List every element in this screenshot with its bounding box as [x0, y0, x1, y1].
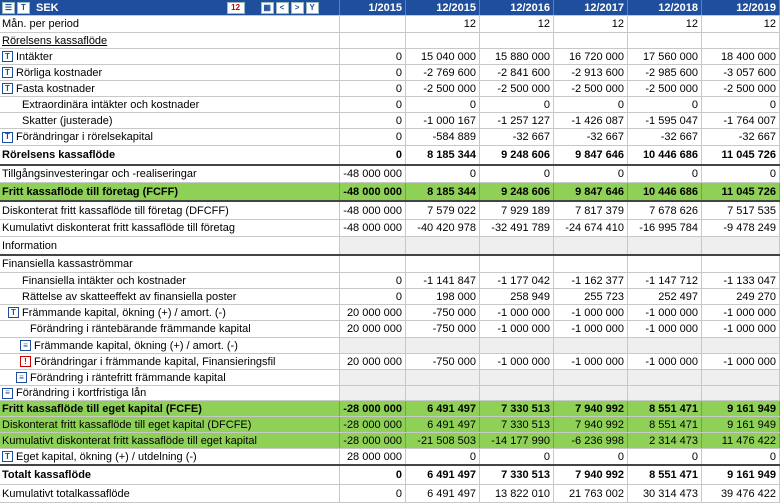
value-cell[interactable]: -2 913 600	[554, 65, 628, 80]
value-cell[interactable]: 0	[480, 97, 554, 112]
empty-cell	[628, 338, 702, 353]
value-cell[interactable]: 0	[340, 97, 406, 112]
section-heading: Finansiella kassaströmmar	[0, 256, 340, 272]
next-period-icon[interactable]: >	[291, 2, 304, 14]
value-cell[interactable]: 7 940 992	[554, 466, 628, 484]
value-cell[interactable]: -750 000	[406, 354, 480, 369]
value-cell[interactable]: 39 476 422	[702, 485, 780, 502]
empty-cell	[628, 370, 702, 385]
empty-cell	[628, 256, 702, 272]
row-label: Främmande kapital, ökning (+) / amort. (-)	[34, 339, 238, 352]
list-icon[interactable]: ≡	[16, 372, 27, 383]
grid-icon[interactable]: ▦	[261, 2, 274, 14]
row-label-cell	[0, 338, 340, 353]
empty-cell	[406, 33, 480, 48]
value-cell[interactable]: 20 000 000	[340, 321, 406, 337]
value-cell[interactable]: 16 720 000	[554, 49, 628, 64]
row-label: Förändring i kortfristiga lån	[16, 387, 147, 399]
value-cell[interactable]: -24 674 410	[554, 220, 628, 236]
header-label-cell	[0, 0, 340, 15]
value-cell[interactable]: 0	[340, 485, 406, 502]
empty-cell	[702, 338, 780, 353]
expand-icon[interactable]: T	[17, 2, 30, 14]
value-cell[interactable]: 12	[628, 16, 702, 32]
value-cell[interactable]: -9 478 249	[702, 220, 780, 236]
row-label-cell	[0, 129, 340, 145]
calendar-icon[interactable]: 12	[227, 2, 245, 14]
value-cell[interactable]: 6 491 497	[406, 401, 480, 416]
value-cell[interactable]: 28 000 000	[340, 449, 406, 464]
value-cell[interactable]: 8 551 471	[628, 417, 702, 432]
value-cell[interactable]: 7 330 513	[480, 417, 554, 432]
value-cell[interactable]: 0	[480, 166, 554, 182]
value-cell[interactable]: 6 491 497	[406, 485, 480, 502]
value-cell[interactable]: -1 000 000	[628, 305, 702, 320]
value-cell[interactable]: -1 133 047	[702, 273, 780, 288]
value-cell[interactable]: 0	[340, 129, 406, 145]
value-cell[interactable]: -1 141 847	[406, 273, 480, 288]
value-cell[interactable]: 8 551 471	[628, 466, 702, 484]
value-cell[interactable]: 12	[702, 16, 780, 32]
value-cell[interactable]: -14 177 990	[480, 433, 554, 448]
row-label: Extraordinära intäkter och kostnader	[0, 97, 340, 112]
empty-cell	[554, 237, 628, 254]
value-cell[interactable]: 0	[340, 113, 406, 128]
value-cell[interactable]: -2 841 600	[480, 65, 554, 80]
row-label: Fritt kassaflöde till eget kapital (FCFE)	[0, 401, 340, 416]
value-cell[interactable]: -28 000 000	[340, 417, 406, 432]
value-cell[interactable]: 10 446 686	[628, 183, 702, 200]
row-label: Kumulativt diskonterat fritt kassaflöde till eget kapital	[0, 433, 340, 448]
row-label: Totalt kassaflöde	[0, 466, 340, 484]
value-cell[interactable]: 0	[628, 449, 702, 464]
value-cell[interactable]: -1 177 042	[480, 273, 554, 288]
value-cell[interactable]	[340, 16, 406, 32]
value-cell[interactable]: -1 257 127	[480, 113, 554, 128]
value-cell[interactable]: 12	[480, 16, 554, 32]
value-cell[interactable]: 0	[702, 97, 780, 112]
section-heading-row	[0, 33, 780, 49]
value-cell[interactable]: 0	[406, 97, 480, 112]
value-cell[interactable]: 0	[554, 97, 628, 112]
row-label: Mån. per period	[0, 16, 340, 32]
period-header: 12/2018	[628, 0, 702, 15]
section-heading: Rörelsens kassaflöde	[0, 33, 340, 48]
empty-cell	[406, 338, 480, 353]
value-cell[interactable]: 12	[554, 16, 628, 32]
value-cell[interactable]: -1 000 000	[702, 321, 780, 337]
value-cell[interactable]: -2 500 000	[628, 81, 702, 96]
value-cell[interactable]: 7 940 992	[554, 401, 628, 416]
value-cell[interactable]: 15 880 000	[480, 49, 554, 64]
value-cell[interactable]: 21 763 002	[554, 485, 628, 502]
value-cell[interactable]: 12	[406, 16, 480, 32]
row-label: Eget kapital, ökning (+) / utdelning (-)	[16, 450, 197, 463]
table-row[interactable]	[0, 220, 780, 237]
value-cell[interactable]: 6 491 497	[406, 417, 480, 432]
row-label-cell	[0, 65, 340, 80]
row-label: Främmande kapital, ökning (+) / amort. (-)	[22, 306, 226, 319]
row-label: Rörelsens kassaflöde	[0, 146, 340, 164]
table-row[interactable]	[0, 65, 780, 81]
empty-cell	[340, 33, 406, 48]
empty-cell	[340, 370, 406, 385]
prev-period-icon[interactable]: <	[276, 2, 289, 14]
warning-icon[interactable]: !	[20, 356, 31, 367]
value-cell[interactable]: 0	[406, 166, 480, 182]
information-row	[0, 237, 780, 256]
value-cell[interactable]: -2 500 000	[702, 81, 780, 96]
empty-cell	[340, 338, 406, 353]
period-header: 12/2016	[480, 0, 554, 15]
value-cell[interactable]: 0	[702, 166, 780, 182]
value-cell[interactable]: -32 667	[628, 129, 702, 145]
row-label-cell	[0, 386, 340, 400]
table-row[interactable]	[0, 354, 780, 370]
table-row[interactable]	[0, 81, 780, 97]
empty-cell	[406, 256, 480, 272]
empty-cell	[340, 386, 406, 400]
table-row[interactable]	[0, 305, 780, 321]
value-cell[interactable]: 20 000 000	[340, 354, 406, 369]
value-cell[interactable]: -28 000 000	[340, 401, 406, 416]
value-cell[interactable]: 7 940 992	[554, 417, 628, 432]
table-row[interactable]	[0, 49, 780, 65]
value-cell[interactable]: -1 000 000	[554, 354, 628, 369]
table-row[interactable]	[0, 321, 780, 338]
value-cell[interactable]: 0	[480, 449, 554, 464]
value-cell[interactable]: 13 822 010	[480, 485, 554, 502]
value-cell[interactable]: -2 500 000	[480, 81, 554, 96]
row-label: Finansiella intäkter och kostnader	[0, 273, 340, 288]
value-cell[interactable]: -1 000 000	[480, 321, 554, 337]
value-cell[interactable]: 0	[702, 449, 780, 464]
row-label: Diskonterat fritt kassaflöde till företag (DFCFF)	[0, 202, 340, 219]
value-cell[interactable]: 11 045 726	[702, 146, 780, 164]
value-cell[interactable]: 0	[340, 81, 406, 96]
value-cell[interactable]: -1 000 000	[480, 354, 554, 369]
value-cell[interactable]: -1 426 087	[554, 113, 628, 128]
value-cell[interactable]: 30 314 473	[628, 485, 702, 502]
table-row[interactable]	[0, 129, 780, 146]
row-label: Intäkter	[16, 50, 53, 63]
row-label: Förändringar i rörelsekapital	[16, 131, 153, 143]
period-header: 1/2015	[340, 0, 406, 15]
value-cell[interactable]: -584 889	[406, 129, 480, 145]
empty-cell	[480, 386, 554, 400]
value-cell[interactable]: 9 161 949	[702, 401, 780, 416]
value-cell[interactable]: -48 000 000	[340, 166, 406, 182]
value-cell[interactable]: 17 560 000	[628, 49, 702, 64]
row-label-cell	[0, 370, 340, 385]
empty-cell	[340, 256, 406, 272]
value-cell[interactable]: -32 667	[702, 129, 780, 145]
value-cell[interactable]: -28 000 000	[340, 433, 406, 448]
table-row[interactable]	[0, 97, 780, 113]
row-label: Fasta kostnader	[16, 82, 95, 95]
row-label: Fritt kassaflöde till företag (FCFF)	[0, 183, 340, 200]
total-row[interactable]	[0, 466, 780, 485]
value-cell[interactable]: 10 446 686	[628, 146, 702, 164]
value-cell[interactable]: -40 420 978	[406, 220, 480, 236]
value-cell[interactable]: -1 147 712	[628, 273, 702, 288]
table-menu-icon[interactable]: ☰	[2, 2, 15, 14]
value-cell[interactable]: 0	[554, 166, 628, 182]
empty-cell	[554, 338, 628, 353]
value-cell[interactable]: 6 491 497	[406, 466, 480, 484]
value-cell[interactable]: 0	[340, 146, 406, 164]
value-cell[interactable]: -48 000 000	[340, 220, 406, 236]
value-cell[interactable]: 249 270	[702, 289, 780, 304]
value-cell[interactable]: -1 162 377	[554, 273, 628, 288]
value-cell[interactable]: -32 667	[554, 129, 628, 145]
value-cell[interactable]: -3 057 600	[702, 65, 780, 80]
empty-cell	[702, 370, 780, 385]
table-row[interactable]	[0, 370, 780, 386]
list-icon[interactable]: ≡	[2, 388, 13, 399]
value-cell[interactable]: 258 949	[480, 289, 554, 304]
cumulative-dfcfe-row[interactable]	[0, 433, 780, 449]
empty-cell	[628, 386, 702, 400]
table-row[interactable]	[0, 202, 780, 220]
period-header: 12/2017	[554, 0, 628, 15]
value-cell[interactable]: 255 723	[554, 289, 628, 304]
header-row	[0, 0, 780, 16]
row-label: Information	[0, 237, 340, 254]
value-cell[interactable]: 198 000	[406, 289, 480, 304]
value-cell[interactable]: -6 236 998	[554, 433, 628, 448]
expand-row-icon[interactable]: T	[2, 83, 13, 94]
expand-row-icon[interactable]: T	[8, 307, 19, 318]
value-cell[interactable]: 11 476 422	[702, 433, 780, 448]
empty-cell	[554, 386, 628, 400]
fcff-row[interactable]	[0, 183, 780, 202]
empty-cell	[480, 338, 554, 353]
empty-cell	[702, 237, 780, 254]
value-cell[interactable]: -1 000 000	[628, 321, 702, 337]
value-cell[interactable]: -21 508 503	[406, 433, 480, 448]
value-cell[interactable]: 0	[340, 289, 406, 304]
currency-label: SEK	[36, 1, 59, 14]
row-label-cell	[0, 49, 340, 64]
row-label-cell	[0, 81, 340, 96]
table-row[interactable]	[0, 338, 780, 354]
list-icon[interactable]: ≡	[20, 340, 31, 351]
row-label: Skatter (justerade)	[0, 113, 340, 128]
empty-cell	[554, 370, 628, 385]
expand-row-icon[interactable]: T	[2, 451, 13, 462]
section-heading-row	[0, 256, 780, 273]
value-cell[interactable]: 9 248 606	[480, 146, 554, 164]
value-cell[interactable]: 7 579 022	[406, 202, 480, 219]
empty-cell	[480, 256, 554, 272]
value-cell[interactable]: -2 769 600	[406, 65, 480, 80]
table-row[interactable]	[0, 289, 780, 305]
table-row[interactable]	[0, 485, 780, 503]
value-cell[interactable]: -1 000 000	[480, 305, 554, 320]
period-header: 12/2015	[406, 0, 480, 15]
empty-cell	[628, 237, 702, 254]
empty-cell	[480, 370, 554, 385]
row-label: Förändringar i främmande kapital, Finansieringsfil	[34, 355, 276, 368]
row-label: Tillgångsinvesteringar och -realiseringar	[0, 166, 340, 182]
value-cell[interactable]: 9 847 646	[554, 183, 628, 200]
value-cell[interactable]: -32 667	[480, 129, 554, 145]
value-cell[interactable]: -1 000 000	[702, 305, 780, 320]
table-row[interactable]	[0, 449, 780, 466]
empty-cell	[702, 256, 780, 272]
value-cell[interactable]: -1 000 000	[702, 354, 780, 369]
value-cell[interactable]: -2 500 000	[406, 81, 480, 96]
value-cell[interactable]: 0	[628, 97, 702, 112]
value-cell[interactable]: 2 314 473	[628, 433, 702, 448]
value-cell[interactable]: 18 400 000	[702, 49, 780, 64]
table-row[interactable]	[0, 113, 780, 129]
value-cell[interactable]: -48 000 000	[340, 202, 406, 219]
value-cell[interactable]: 0	[628, 166, 702, 182]
empty-cell	[340, 237, 406, 254]
empty-cell	[702, 386, 780, 400]
filter-icon[interactable]: Y	[306, 2, 319, 14]
row-label: Förändring i räntefritt främmande kapital	[30, 371, 226, 384]
value-cell[interactable]: 0	[340, 466, 406, 484]
row-label: Kumulativt diskonterat fritt kassaflöde till företag	[0, 220, 340, 236]
value-cell[interactable]: -32 491 789	[480, 220, 554, 236]
value-cell[interactable]: 9 161 949	[702, 417, 780, 432]
value-cell[interactable]: 9 847 646	[554, 146, 628, 164]
value-cell[interactable]: 7 330 513	[480, 401, 554, 416]
row-label-cell	[0, 305, 340, 320]
table-row[interactable]	[0, 273, 780, 289]
value-cell[interactable]: 7 678 626	[628, 202, 702, 219]
value-cell[interactable]: -1 000 167	[406, 113, 480, 128]
empty-cell	[554, 33, 628, 48]
value-cell[interactable]: 0	[406, 449, 480, 464]
dfcfe-row[interactable]	[0, 417, 780, 433]
row-label: Förändring i räntebärande främmande kapital	[0, 321, 340, 337]
value-cell[interactable]: 0	[340, 65, 406, 80]
value-cell[interactable]: 0	[340, 273, 406, 288]
period-header: 12/2019	[702, 0, 780, 15]
value-cell[interactable]: -1 000 000	[554, 321, 628, 337]
empty-cell	[406, 370, 480, 385]
empty-cell	[554, 256, 628, 272]
value-cell[interactable]: -1 000 000	[628, 354, 702, 369]
subtotal-row[interactable]	[0, 146, 780, 166]
value-cell[interactable]: -2 500 000	[554, 81, 628, 96]
value-cell[interactable]: 7 330 513	[480, 466, 554, 484]
value-cell[interactable]: -1 764 007	[702, 113, 780, 128]
empty-cell	[406, 386, 480, 400]
value-cell[interactable]: 8 185 344	[406, 183, 480, 200]
row-label-cell	[0, 449, 340, 464]
value-cell[interactable]: -48 000 000	[340, 183, 406, 200]
expand-row-icon[interactable]: T	[2, 51, 13, 62]
value-cell[interactable]: 7 817 379	[554, 202, 628, 219]
value-cell[interactable]: 9 248 606	[480, 183, 554, 200]
value-cell[interactable]: -1 000 000	[554, 305, 628, 320]
value-cell[interactable]: 0	[554, 449, 628, 464]
value-cell[interactable]: -16 995 784	[628, 220, 702, 236]
row-label-cell	[0, 354, 340, 369]
table-row[interactable]	[0, 386, 780, 401]
empty-cell	[702, 33, 780, 48]
value-cell[interactable]: -750 000	[406, 321, 480, 337]
value-cell[interactable]: 8 185 344	[406, 146, 480, 164]
expand-row-icon[interactable]: T	[2, 67, 13, 78]
value-cell[interactable]: -750 000	[406, 305, 480, 320]
value-cell[interactable]: 9 161 949	[702, 466, 780, 484]
value-cell[interactable]: 20 000 000	[340, 305, 406, 320]
value-cell[interactable]: -1 595 047	[628, 113, 702, 128]
value-cell[interactable]: 7 517 535	[702, 202, 780, 219]
empty-cell	[628, 33, 702, 48]
table-row[interactable]	[0, 166, 780, 183]
value-cell[interactable]: 15 040 000	[406, 49, 480, 64]
value-cell[interactable]: 8 551 471	[628, 401, 702, 416]
expand-row-icon[interactable]: T	[2, 132, 13, 143]
value-cell[interactable]: 0	[340, 49, 406, 64]
empty-cell	[406, 237, 480, 254]
value-cell[interactable]: 252 497	[628, 289, 702, 304]
row-label: Diskonterat fritt kassaflöde till eget kapital (DFCFE)	[0, 417, 340, 432]
table-row[interactable]	[0, 16, 780, 33]
row-label: Rörliga kostnader	[16, 66, 103, 79]
row-label: Rättelse av skatteeffekt av finansiella poster	[0, 289, 340, 304]
row-label: Kumulativt totalkassaflöde	[0, 485, 340, 502]
fcfe-row[interactable]	[0, 401, 780, 417]
value-cell[interactable]: -2 985 600	[628, 65, 702, 80]
empty-cell	[480, 33, 554, 48]
value-cell[interactable]: 11 045 726	[702, 183, 780, 200]
empty-cell	[480, 237, 554, 254]
value-cell[interactable]: 7 929 189	[480, 202, 554, 219]
